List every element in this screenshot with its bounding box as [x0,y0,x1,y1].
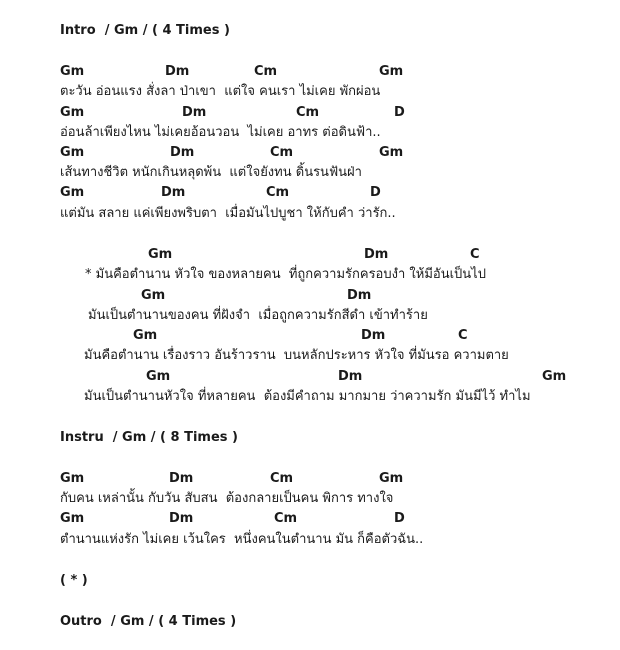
chord: Gm [141,288,166,303]
lyric-line [0,82,381,102]
lyric: * มันคือตำนาน หัวใจ ของหลายคน ที่ถูกความรักครอบงำ ให้มีอันเป็นไป [85,267,486,282]
chord-line [0,183,381,203]
chord: Gm [379,145,404,160]
chord: Gm [60,185,85,200]
chord: D [370,185,381,200]
chord: Dm [347,288,372,303]
lyric: มันเป็นตำนานหัวใจ ที่หลายคน ต้องมีคำถาม มากมาย ว่าความรัก มันมีไว้ ทำไม [84,389,531,404]
chord: C [470,247,480,262]
lyric: ตำนานแห่งรัก ไม่เคย เว้นใคร หนึ่งคนในตำนาน มัน ก็คือตัวฉัน.. [60,532,424,547]
lyric-line [0,346,509,366]
chord: D [394,105,405,120]
chord: Cm [254,64,278,79]
chord-line [0,62,404,82]
chord-line [0,367,567,387]
chord: Dm [161,185,186,200]
chord: Dm [338,369,363,384]
chord: Dm [169,471,194,486]
lyric-line [0,489,394,509]
lyric: กับคน เหล่านั้น กับวัน สับสน ต้องกลายเป็นคน พิการ ทางใจ [60,491,394,506]
lyric-line [0,204,396,224]
chord: Gm [60,471,85,486]
chord: Cm [296,105,320,120]
lyric: แต่มัน สลาย แค่เพียงพริบตา เมื่อมันไปบูชา ให้กับคำ ว่ารัก.. [60,206,396,221]
chord: Dm [361,328,386,343]
intro-section-header: Intro / Gm / ( 4 Times ) [60,23,230,38]
chord: Dm [165,64,190,79]
chord: Gm [60,64,85,79]
lyric: มันคือตำนาน เรื่องราว อันร้าวราน บนหลักประหาร หัวใจ ที่มันรอ ความตาย [84,348,509,363]
chord: Gm [542,369,567,384]
chord: Gm [60,145,85,160]
chord: Gm [60,511,85,526]
chord: Gm [148,247,173,262]
outro-section-header: Outro / Gm / ( 4 Times ) [60,614,237,629]
chord: Gm [146,369,171,384]
chord-line [0,286,372,306]
chord: Cm [266,185,290,200]
lyric: ตะวัน อ่อนแรง สั่งลา ป่าเขา แต่ใจ คนเรา ไม่เคย พักผ่อน [60,84,381,99]
chord: Cm [270,471,294,486]
chord-line [0,103,405,123]
chord-line [0,326,468,346]
lyric-line [0,306,428,326]
lyric-line [0,163,362,183]
chord: Gm [379,64,404,79]
chord: Cm [274,511,298,526]
chord: Dm [170,145,195,160]
chord-line [0,143,404,163]
chord: Cm [270,145,294,160]
lyric-line [0,123,381,143]
chord-line [0,245,480,265]
lyric: เส้นทางชีวิต หนักเกินหลุดพ้น แต่ใจยังทน ดิ้นรนฟันฝ่า [60,165,362,180]
chord: Gm [133,328,158,343]
lyric-line [0,387,531,407]
lyric: อ่อนล้าเพียงไหน ไม่เคยอ้อนวอน ไม่เคย อาทร ต่อดินฟ้า.. [60,125,381,140]
repeat-chorus-marker: ( * ) [60,573,88,588]
chord: Gm [60,105,85,120]
lyric-line [0,265,486,285]
lyric: มันเป็นตำนานของคน ที่ฝังจำ เมื่อถูกความรักสีดำ เข้าทำร้าย [88,308,428,323]
chord: Dm [182,105,207,120]
chord: Gm [379,471,404,486]
chord: C [458,328,468,343]
chord: D [394,511,405,526]
chord-line [0,509,405,529]
chord: Dm [364,247,389,262]
instru-section-header: Instru / Gm / ( 8 Times ) [60,430,238,445]
chord: Dm [169,511,194,526]
lyric-line [0,530,424,550]
chord-line [0,469,404,489]
